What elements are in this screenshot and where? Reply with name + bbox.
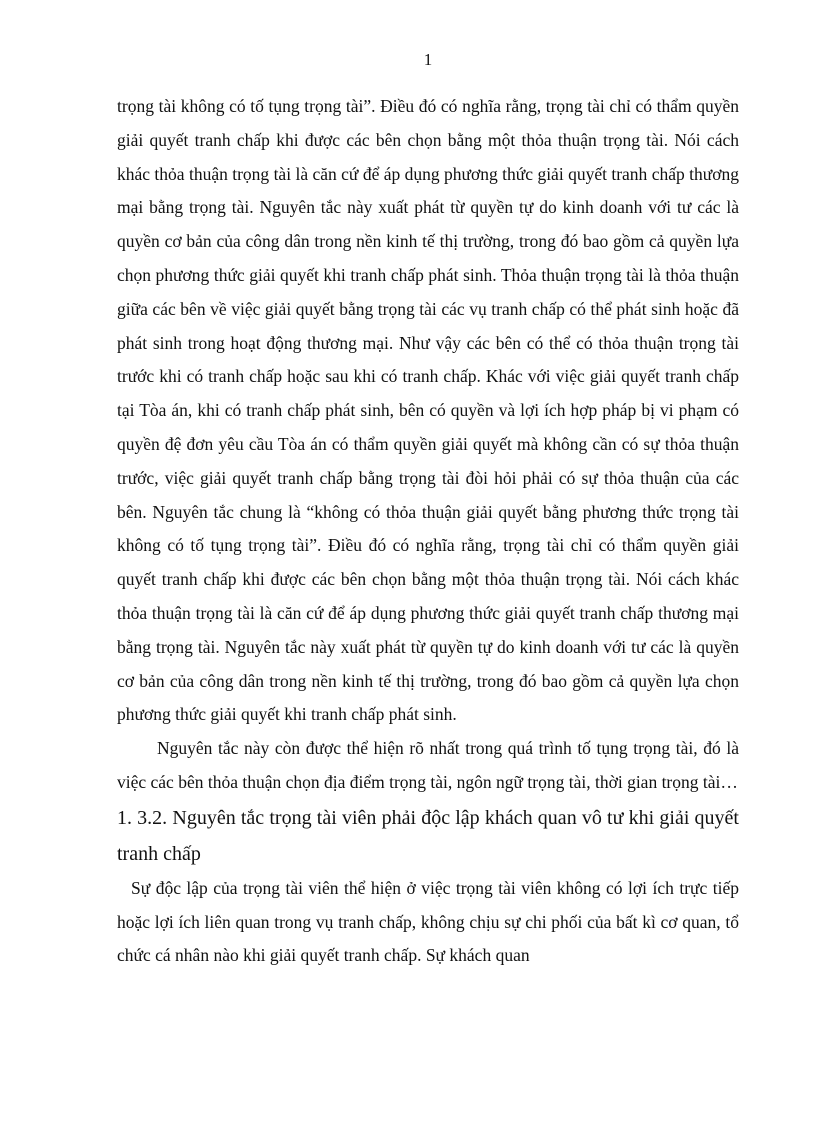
document-body <box>117 90 739 973</box>
body-paragraph-2: Nguyên tắc này còn được thể hiện rõ nhất trong quá trình tố tụng trọng tài, đó là việc các bên thỏa thuận chọn địa điểm trọng tài, ngôn ngữ trọng tài, thời gian trọng tài… <box>117 738 739 792</box>
page-number: 1 <box>423 50 433 69</box>
body-paragraph-1: trọng tài không có tố tụng trọng tài”. Điều đó có nghĩa rằng, trọng tài chỉ có thẩm quyền giải quyết tranh chấp khi được các bên chọn bằng một thỏa thuận trọng tài. Nói cách khác thỏa thuận trọng tài là căn cứ để áp dụng phương thức giải quyết tranh chấp thương mại bằng trọng tài. Nguyên tắc này xuất phát từ quyền tự do kinh doanh với tư các là quyền cơ bản của công dân trong nền kinh tế thị trường, trong đó bao gồm cả quyền lựa chọn phương thức giải quyết khi tranh chấp phát sinh. Thỏa thuận trọng tài là thỏa thuận giữa các bên về việc giải quyết bằng trọng tài các vụ tranh chấp có thể phát sinh hoặc đã phát sinh trong hoạt động thương mại. Như vậy các bên có thể có thỏa thuận trọng tài trước khi có tranh chấp hoặc sau khi có tranh chấp. Khác với việc giải quyết tranh chấp tại Tòa án, khi có tranh chấp phát sinh, bên có quyền và lợi ích hợp pháp bị vi phạm có quyền đệ đơn yêu cầu Tòa án có thẩm quyền giải quyết mà không cần có sự thỏa thuận trước, việc giải quyết tranh chấp bằng trọng tài đòi hỏi phải có sự thỏa thuận của các bên. Nguyên tắc chung là “không có thỏa thuận giải quyết bằng phương thức trọng tài không có tố tụng trọng tài”. Điều đó có nghĩa rằng, trọng tài chỉ có thẩm quyền giải quyết tranh chấp khi được các bên chọn bằng một thỏa thuận trọng tài. Nói cách khác thỏa thuận trọng tài là căn cứ để áp dụng phương thức giải quyết tranh chấp thương mại bằng trọng tài. Nguyên tắc này xuất phát từ quyền tự do kinh doanh với tư các là quyền cơ bản của công dân trong nền kinh tế thị trường, trong đó bao gồm cả quyền lựa chọn phương thức giải quyết khi tranh chấp phát sinh. <box>117 96 739 725</box>
body-paragraph-3: Sự độc lập của trọng tài viên thể hiện ở việc trọng tài viên không có lợi ích trực tiếp hoặc lợi ích liên quan trong vụ tranh chấp, không chịu sự chi phối của bất kì cơ quan, tổ chức cá nhân nào khi giải quyết tranh chấp. Sự khách quan <box>117 877 739 966</box>
section-heading: 1. 3.2. Nguyên tắc trọng tài viên phải độc lập khách quan vô tư khi giải quyết tranh chấp <box>117 806 739 865</box>
